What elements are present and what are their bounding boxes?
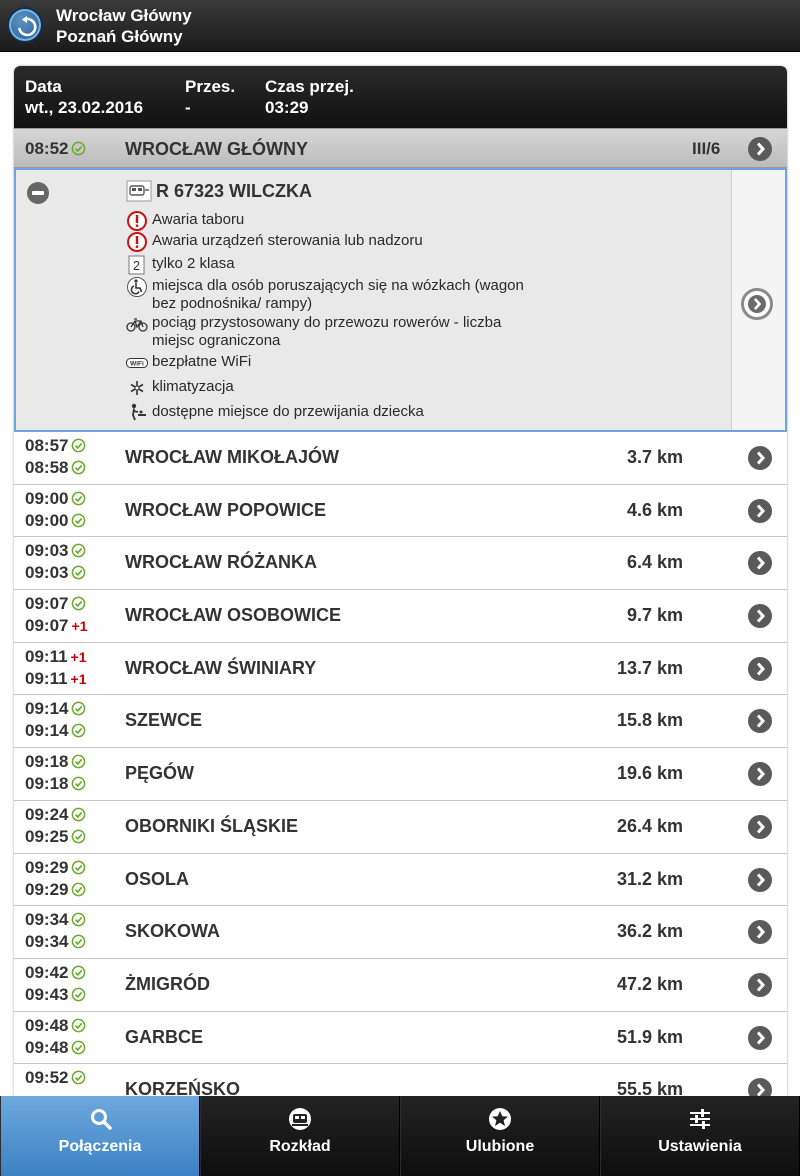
departure-time [25,827,86,847]
arrival-time-value: 09:29 [25,857,69,877]
arrival-time [25,699,86,719]
bottom-tab-bar [0,1096,800,1176]
back-arrow-icon [16,16,38,38]
on-time-icon [71,987,86,1002]
distance: 13.7 km [616,657,683,678]
on-time-icon [71,438,86,453]
origin-time [25,139,86,159]
on-time-icon [71,1018,86,1033]
arrival-time-value: 09:00 [25,488,69,508]
stop-details-button[interactable] [748,815,772,839]
station-name: KORZEŃSKO [125,1079,241,1096]
on-time-icon [71,491,86,506]
arrival-time [25,541,86,561]
origin-station-name: WROCŁAW GŁÓWNY [125,139,308,159]
on-time-icon [71,912,86,927]
tab-favorites[interactable] [400,1096,600,1176]
train-details-button[interactable] [741,288,773,320]
tab-timetable[interactable] [200,1096,400,1176]
departure-time [25,458,86,478]
departure-time-value: 09:25 [25,826,69,846]
on-time-icon [71,1070,86,1085]
connection-details-panel [14,66,787,1096]
departure-time [25,880,86,900]
stop-details-button[interactable] [748,709,772,733]
stop-row[interactable] [14,537,787,590]
distance: 19.6 km [616,763,683,784]
star-icon [487,1106,513,1132]
train-details-side [731,170,785,430]
arrival-time [25,489,86,509]
feature-text: Awaria taboru [152,211,245,228]
top-bar [0,0,800,52]
station-name: OSOLA [125,868,190,889]
chevron-right-icon [748,815,772,839]
station-name: WROCŁAW MIKOŁAJÓW [125,447,339,467]
on-time-icon [71,807,86,822]
on-time-icon [71,141,86,156]
stop-details-button[interactable] [748,446,772,470]
departure-time [25,616,87,636]
stop-details-button[interactable] [748,920,772,944]
stop-row[interactable] [14,432,787,485]
stop-details-button[interactable] [748,1078,772,1096]
arrival-time [25,910,86,930]
arrival-time [25,858,86,878]
on-time-icon [71,460,86,475]
train-icon [287,1106,313,1132]
on-time-icon [71,965,86,980]
chevron-right-icon [748,1078,772,1096]
duration-label: Czas przej. [265,77,354,96]
stop-row[interactable] [14,801,787,854]
arrival-time [25,594,86,614]
on-time-icon [71,596,86,611]
stop-details-button[interactable] [748,657,772,681]
distance: 6.4 km [626,552,683,573]
departure-time-value: 09:18 [25,774,69,794]
arrival-time-value: 09:14 [25,699,69,719]
chevron-right-icon [748,1026,772,1050]
arrival-time [25,752,86,772]
route-title [56,5,192,47]
wifi-icon [126,352,148,374]
arrival-time [25,1016,86,1036]
distance: 36.2 km [616,921,683,942]
train-title [126,180,312,202]
collapse-icon[interactable] [27,182,49,204]
tab-label: Połączenia [58,1138,142,1155]
stop-details-button[interactable] [748,762,772,786]
stop-list [14,432,787,1096]
on-time-icon [71,829,86,844]
origin-departure-time: 08:52 [25,139,69,158]
distance: 31.2 km [616,868,683,889]
station-name: GARBCE [125,1026,204,1047]
chevron-right-icon [748,709,772,733]
svg-text:WiFi: WiFi [130,360,144,368]
distance: 51.9 km [616,1026,683,1047]
departure-time-value: 09:29 [25,879,69,899]
departure-time-value: 09:43 [25,984,69,1004]
distance: 4.6 km [626,499,683,520]
arrival-time-value: 09:03 [25,541,69,561]
departure-time-value: 09:14 [25,721,69,741]
train-icon [126,180,152,202]
arrival-time-value: 09:07 [25,594,69,614]
chevron-right-icon [748,657,772,681]
departure-time [25,985,86,1005]
departure-time [25,932,86,952]
duration-column [265,76,354,118]
stop-row[interactable] [14,643,787,696]
baby-changing-icon [126,402,148,424]
station-name: ŻMIGRÓD [125,973,210,994]
stop-row[interactable] [14,485,787,538]
station-name: OBORNIKI ŚLĄSKIE [125,815,299,836]
chevron-right-icon [748,868,772,892]
departure-time-value: 08:58 [25,458,69,477]
distance: 15.8 km [616,710,683,731]
snowflake-icon [126,377,148,399]
arrival-time [25,963,86,983]
stop-details-button[interactable] [748,499,772,523]
departure-time [25,511,86,531]
arrival-time-value: 09:42 [25,962,69,982]
departure-time-value: 09:11 [25,668,68,688]
chevron-right-icon [748,973,772,997]
chevron-right-icon [748,499,772,523]
feature-text: dostępne miejsce do przewijania dziecka [152,403,424,420]
stop-row[interactable] [14,748,787,801]
departure-time-value: 09:34 [25,932,69,952]
arrival-time-value: 08:57 [25,436,69,455]
arrival-time-value: 09:24 [25,804,69,824]
departure-time-value: 09:03 [25,563,69,583]
on-time-icon [71,565,86,580]
stop-details-button[interactable] [748,604,772,628]
warning-icon [126,210,148,232]
station-name: SKOKOWA [125,921,221,942]
stop-details-button[interactable] [748,1026,772,1050]
date-label: Data [25,77,62,96]
feature-text: pociąg przystosowany do przewozu rowerów - liczba miejsc ograniczona [152,314,502,349]
distance: 55.5 km [616,1079,683,1096]
chevron-right-icon [748,604,772,628]
origin-platform: III/6 [692,139,721,158]
station-name: PĘGÓW [125,763,195,784]
stop-row[interactable] [14,906,787,959]
origin-stop-row[interactable] [14,128,787,168]
date-column [25,76,143,118]
departure-time [25,721,86,741]
tab-settings[interactable] [600,1096,800,1176]
departure-time-value: 09:48 [25,1037,69,1057]
sliders-icon [687,1106,713,1132]
arrival-time-value: 09:11 [25,646,68,666]
transfers-value: - [185,98,191,117]
connection-summary [14,66,787,128]
delay-indicator: +1 [70,670,87,687]
station-name: WROCŁAW RÓŻANKA [125,552,317,573]
warning-icon [126,231,148,253]
station-name: WROCŁAW POPOWICE [125,499,326,520]
stop-details-button[interactable] [748,973,772,997]
chevron-right-icon [748,137,772,161]
stop-row[interactable] [14,590,787,643]
chevron-right-icon [748,295,766,313]
feature-text: miejsca dla osób poruszających się na wózkach (wagon bez podnośnika/ rampy) [152,277,524,312]
second-class-icon [126,254,148,276]
feature-text: Awaria urządzeń sterowania lub nadzoru [152,232,423,249]
route-to: Poznań Główny [56,27,183,46]
distance: 47.2 km [616,973,683,994]
departure-time [25,774,86,794]
chevron-right-icon [748,762,772,786]
departure-time-value: 09:00 [25,510,69,530]
delay-indicator: +1 [70,648,87,665]
arrival-time [25,436,86,456]
distance: 3.7 km [626,447,683,467]
transfers-label: Przes. [185,77,236,96]
bicycle-icon [126,313,148,335]
tab-label: Ulubione [465,1138,535,1155]
arrival-time [25,805,86,825]
arrival-time-value: 09:52 [25,1068,69,1088]
chevron-right-icon [748,920,772,944]
feature-text: bezpłatne WiFi [152,353,252,370]
date-value: wt., 23.02.2016 [25,98,144,117]
station-name: WROCŁAW ŚWINIARY [125,657,317,678]
delay-indicator: +1 [71,618,88,635]
station-name: WROCŁAW OSOBOWICE [125,605,341,626]
arrival-time-value: 09:34 [25,910,69,930]
stop-row[interactable] [14,854,787,907]
on-time-icon [71,513,86,528]
on-time-icon [71,723,86,738]
stop-row[interactable] [14,959,787,1012]
arrival-time [25,1068,86,1088]
stop-details-button[interactable] [748,868,772,892]
departure-time [25,1038,86,1058]
feature-text: tylko 2 klasa [152,255,235,272]
arrival-time-value: 09:18 [25,752,69,772]
transfers-column [185,76,235,118]
search-icon [87,1106,113,1132]
duration-value: 03:29 [265,98,309,117]
stop-row[interactable] [14,695,787,748]
on-time-icon [71,882,86,897]
on-time-icon [71,776,86,791]
departure-time-value: 09:07 [25,616,69,636]
departure-time [25,669,87,689]
arrival-time-value: 09:48 [25,1015,69,1035]
origin-details-button[interactable] [748,137,772,161]
feature-text: klimatyzacja [152,378,234,395]
chevron-right-icon [748,551,772,575]
on-time-icon [71,860,86,875]
stop-row[interactable] [14,1012,787,1065]
station-name: SZEWCE [125,710,203,731]
wheelchair-icon [126,276,148,298]
tab-label: Ustawienia [658,1138,742,1155]
arrival-time [25,647,87,667]
distance: 26.4 km [616,815,683,836]
svg-text:2: 2 [132,258,141,273]
stop-row[interactable] [14,1064,787,1096]
route-from: Wrocław Główny [56,6,192,25]
on-time-icon [71,543,86,558]
chevron-right-icon [748,446,772,470]
departure-time [25,563,86,583]
tab-label: Rozkład [269,1138,331,1155]
tab-connections[interactable] [0,1096,200,1176]
back-button[interactable] [7,7,43,43]
stop-details-button[interactable] [748,551,772,575]
on-time-icon [71,701,86,716]
on-time-icon [71,934,86,949]
distance: 9.7 km [626,605,683,626]
train-number-name: R 67323 WILCZKA [156,181,313,201]
on-time-icon [71,1040,86,1055]
on-time-icon [71,754,86,769]
train-details-box [14,168,787,432]
